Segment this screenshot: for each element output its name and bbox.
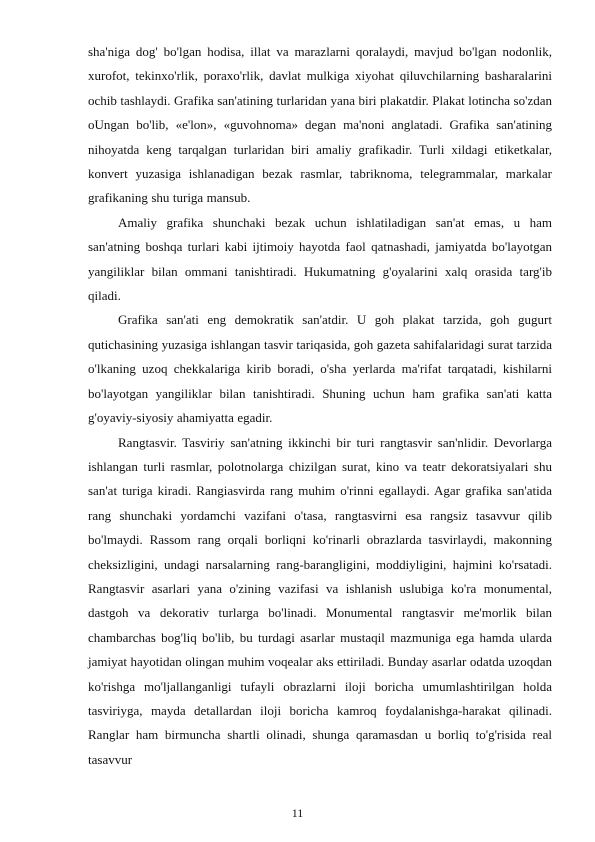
page-number: 11 bbox=[291, 806, 304, 820]
paragraph-2: Amaliy grafika shunchaki bezak uchun ishlatiladigan san'at emas, u ham san'atning boshqa turlari kabi ijtimoiy hayotda faol qatnashadi, jamiyatda bo'layotgan yangiliklar bilan ommani tanishtiradi. Hukumatning g'oyalarini xalq orasida targ'ib qiladi. bbox=[88, 214, 552, 304]
page-body bbox=[88, 40, 552, 772]
paragraph-1: sha'niga dog' bo'lgan hodisa, illat va marazlarni qoralaydi, mavjud bo'lgan nodonlik, xurofot, tekinxo'rlik, poraxo'rlik, davlat mulkiga xiyohat qiluvchilarning basharalarini ochib tashlaydi. Grafika san'atining turlaridan yana biri plakatdir. Plakat lotincha so'zdan oUngan bo'lib, «e'lon», «guvohnoma» degan ma'noni anglatadi. Grafika san'atining nihoyatda keng tarqalgan turlaridan biri amaliy grafikadir. Turli xildagi etiketkalar, konvert yuzasiga ishlanadigan bezak rasmlar, tabriknoma, telegrammalar, markalar grafikaning shu turiga mansub. bbox=[88, 44, 552, 206]
paragraph-4: Rangtasvir. Tasviriy san'atning ikkinchi bir turi rangtasvir san'nlidir. Devorlarga ishlangan turli rasmlar, polotnolarga chizilgan surat, kino va teatr dekoratsiyalari shu san'at turiga kiradi. Rangiasvirda rang muhim o'rinni egallaydi. Agar grafika san'atida rang shunchaki yordamchi vazifani o'tasa, rangtasvirni esa rangsiz tasavvur qilib bo'lmaydi. Rassom rang orqali borliqni ko'rinarli obrazlarda tasvirlaydi, makonning cheksizligini, undagi narsalarning rang-barangligini, moddiyligini, hajmini ko'rsatadi. Rangtasvir asarlari yana o'zining vazifasi va ishlanish uslubiga ko'ra monumental, dastgoh va dekorativ turlarga bo'linadi. Monumental rangtasvir me'morlik bilan chambarchas bog'liq bo'lib, bu turdagi asarlar mustaqil mazmuniga ega hamda ularda jamiyat hayotidan olingan muhim voqealar aks ettiriladi. Bunday asarlar odatda uzoqdan ko'rishga mo'ljallanganligi tufayli obrazlarni iloji boricha umumlashtirilgan holda tasviriyga, mayda detallardan iloji boricha kamroq foydalanishga-harakat qilinadi. Ranglar ham birmuncha shartli olinadi, shunga qaramasdan u borliq to'g'risida real tasavvur bbox=[88, 434, 552, 767]
paragraph-3: Grafika san'ati eng demokratik san'atdir. U goh plakat tarzida, goh gugurt qutichasining yuzasiga ishlangan tasvir tariqasida, goh gazeta sahifalaridagi surat tarzida o'lkaning uzoq chekkalariga kirib boradi, o'sha yerlarda ma'rifat tarqatadi, kishilarni bo'layotgan yangiliklar bilan tanishtiradi. Shuning uchun ham grafika san'ati katta g'oyaviy-siyosiy ahamiyatta egadir. bbox=[88, 312, 552, 426]
